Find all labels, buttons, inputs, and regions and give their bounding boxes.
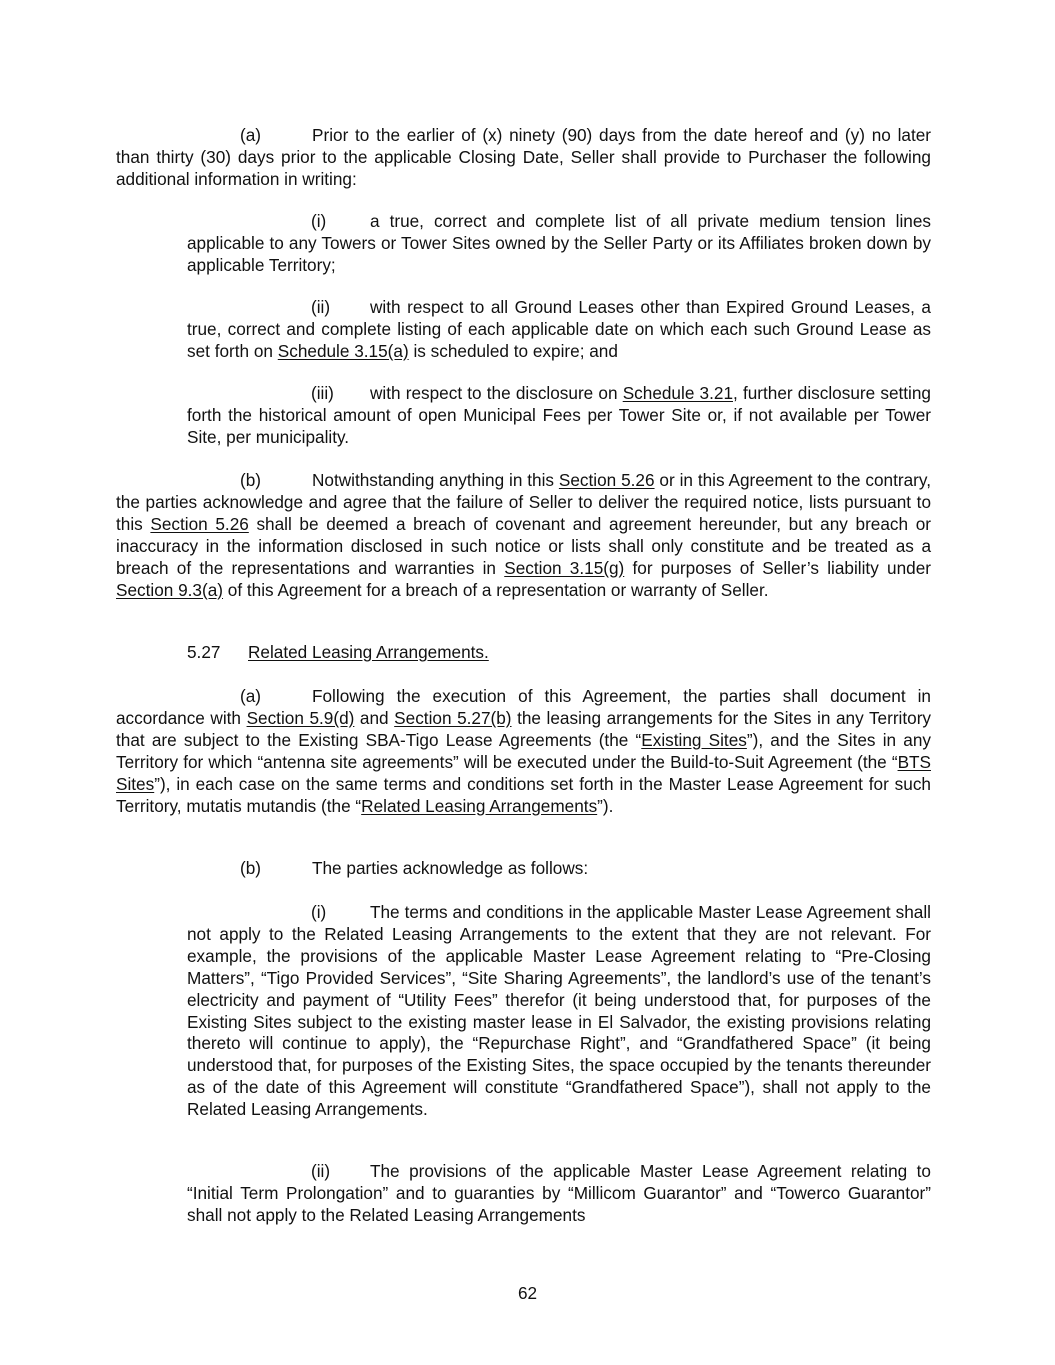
paragraph-label: (ii) xyxy=(311,1161,331,1181)
paragraph-label: (b) xyxy=(240,858,262,878)
paragraph-text: and xyxy=(354,707,395,728)
paragraph-text: Notwithstanding anything in this xyxy=(312,470,559,490)
paragraph-label: (a) xyxy=(240,686,262,706)
paragraph-text: Prior to the earlier of (x) ninety (90) days from the date hereof and (y) no later than thirty (30) days prior to the applicable Closing Date, Seller shall provide to Purchaser the following additional information in writing: xyxy=(116,125,931,189)
defined-term: Existing Sites xyxy=(641,729,747,750)
paragraph-text: with respect to the disclosure on xyxy=(370,383,623,403)
paragraph-text: The provisions of the applicable Master Lease Agreement relating to “Initial Term Prolongation” and to guaranties by “Millicom Guarantor” and “Towerco Guarantor” shall not apply to the Related Leasing Arrangements xyxy=(187,1161,931,1225)
paragraph-text: of this Agreement for a breach of a representation or warranty of Seller. xyxy=(223,579,769,600)
section-reference: Section 5.26 xyxy=(150,513,249,534)
paragraph-5-27-b-ii xyxy=(187,1161,931,1227)
paragraph-label: (b) xyxy=(240,470,262,490)
paragraph-text: or in this Agreement to the contrary, the parties acknowledge and agree that the failure of Seller to deliver the required notice, lists pursuant to this xyxy=(116,470,931,534)
section-reference: Section 3.15(g) xyxy=(504,557,625,578)
section-reference: Section 9.3(a) xyxy=(116,579,224,600)
section-title: Related Leasing Arrangements. xyxy=(248,642,489,662)
paragraph-a-ii xyxy=(187,297,931,363)
paragraph-label: (ii) xyxy=(311,297,331,317)
paragraph-a-i xyxy=(187,211,931,277)
paragraph-5-27-b xyxy=(116,858,931,880)
section-reference: Section 5.9(d) xyxy=(246,707,355,728)
paragraph-label: (i) xyxy=(311,211,327,231)
paragraph-text: with respect to all Ground Leases other than Expired Ground Leases, a true, correct and complete listing of each applicable date on which each such Ground Lease as set forth on xyxy=(187,297,931,361)
defined-term: Related Leasing Arrangements xyxy=(361,795,598,816)
defined-term: BTS Sites xyxy=(116,751,931,794)
paragraph-text: ”), in each case on the same terms and conditions set forth in the Master Lease Agreement for such Territory, mutatis mutandis (the “ xyxy=(116,773,931,816)
paragraph-text: ”). xyxy=(597,795,614,816)
paragraph-b xyxy=(116,470,931,601)
paragraph-label: (i) xyxy=(311,902,327,922)
section-number: 5.27 xyxy=(187,642,221,662)
paragraph-5-27-a xyxy=(116,686,931,817)
section-reference: Section 5.26 xyxy=(558,470,655,490)
paragraph-text: the leasing arrangements for the Sites in any Territory that are subject to the Existing SBA-Tigo Lease Agreements (the “ xyxy=(116,707,932,750)
section-heading xyxy=(187,642,489,664)
page-number: 62 xyxy=(517,1283,538,1303)
paragraph-text: is scheduled to expire; and xyxy=(408,340,618,361)
paragraph-a-iii xyxy=(187,383,931,449)
paragraph-text: for purposes of Seller’s liability under xyxy=(624,557,931,578)
paragraph-text: , further disclosure setting forth the historical amount of open Municipal Fees per Tower Site or, if not available per Tower Site, per municipality. xyxy=(187,383,931,447)
schedule-reference: Schedule 3.21 xyxy=(622,383,733,403)
paragraph-label: (iii) xyxy=(311,383,334,403)
paragraph-5-27-b-i xyxy=(187,902,931,1121)
section-reference: Section 5.27(b) xyxy=(394,707,512,728)
paragraph-text: shall be deemed a breach of covenant and agreement hereunder, but any breach or inaccuracy in the information disclosed in such notice or lists shall only constitute and be treated as a breach of the representations and warranties in xyxy=(116,513,931,578)
paragraph-a xyxy=(116,125,931,191)
schedule-reference: Schedule 3.15(a) xyxy=(277,340,409,361)
paragraph-label: (a) xyxy=(240,125,262,145)
paragraph-text: a true, correct and complete list of all private medium tension lines applicable to any Towers or Tower Sites owned by the Seller Party or its Affiliates broken down by applicable Territory; xyxy=(187,211,931,275)
paragraph-text: The parties acknowledge as follows: xyxy=(312,858,589,878)
paragraph-text: The terms and conditions in the applicable Master Lease Agreement shall not apply to the Related Leasing Arrangements to the extent that they are not relevant. For example, the provisions of the applicable Master Lease Agreement relating to “Pre-Closing Matters”, “Tigo Provided Services”, “Site Sharing Agreements”, the landlord’s use of the tenant’s electricity and payment of “Utility Fees” therefor (it being understood that, for purposes of the Existing Sites subject to the existing master lease in El Salvador, the existing provisions relating thereto will continue to apply), the “Repurchase Right”, and “Grandfathered Space” (it being understood that, for purposes of the Existing Sites, the space occupied by the tenants thereunder as of the date of this Agreement will constitute “Grandfathered Space”), shall not apply to the Related Leasing Arrangements. xyxy=(187,902,931,1120)
paragraph-text: ”), and the Sites in any Territory for which “antenna site agreements” will be executed under the Build-to-Suit Agreement (the “ xyxy=(116,729,932,772)
paragraph-text: Following the execution of this Agreement, the parties shall document in accordance with xyxy=(116,686,931,728)
